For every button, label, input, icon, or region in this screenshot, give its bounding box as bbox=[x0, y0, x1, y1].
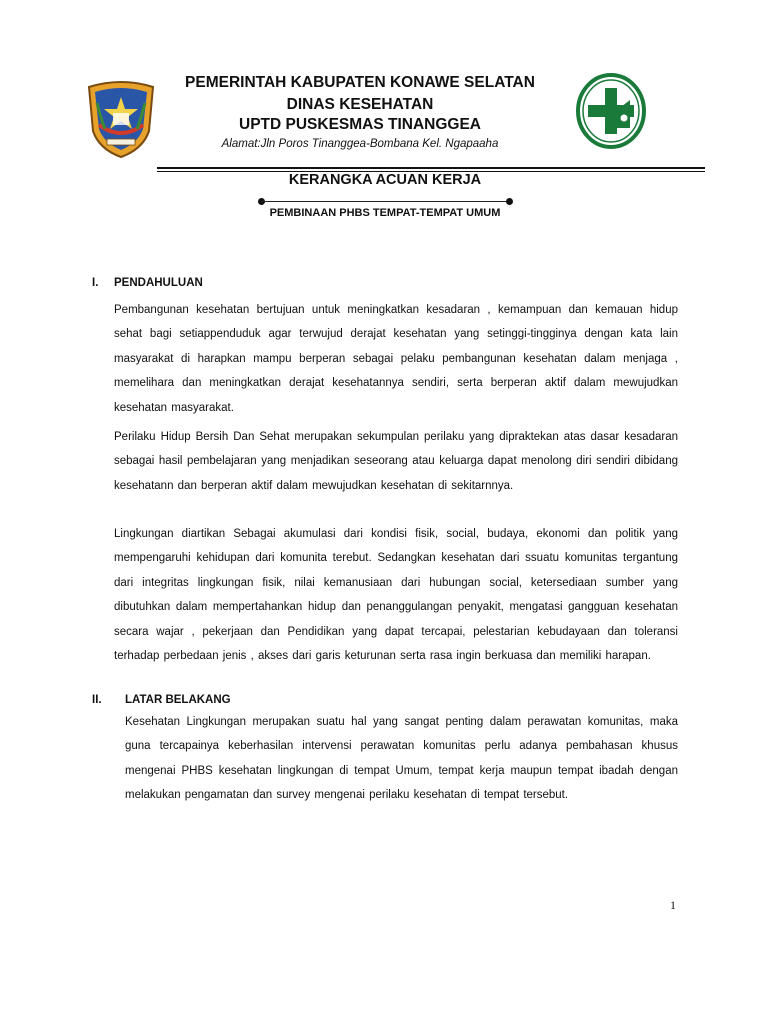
title-divider bbox=[261, 201, 509, 202]
regency-crest-icon bbox=[83, 79, 159, 159]
document-subtitle: PEMBINAAN PHBS TEMPAT-TEMPAT UMUM bbox=[269, 207, 501, 219]
paragraph: Perilaku Hidup Bersih Dan Sehat merupakan sekumpulan perilaku yang dipraktekan atas dasar kesadaran sebagai hasil pembelajaran yang menjadikan seseorang atau keluarga dapat menolong diri sendiri dibidang kesehatann dan berperan aktif dalam mewujudkan kesehatan di sekitarnnya. bbox=[114, 431, 678, 492]
divider-dot-right bbox=[506, 198, 513, 205]
header-rule-thick bbox=[157, 167, 705, 169]
section-number: II. bbox=[92, 694, 102, 706]
agency-name: PEMERINTAH KABUPATEN KONAWE SELATAN bbox=[185, 74, 535, 91]
department-name: DINAS KESEHATAN bbox=[286, 96, 434, 113]
document-title: KERANGKA ACUAN KERJA bbox=[288, 172, 482, 188]
page-number: 1 bbox=[670, 898, 676, 912]
address: Alamat:Jln Poros Tinanggea-Bombana Kel. Ngapaaha bbox=[221, 138, 499, 150]
paragraph: Pembangunan kesehatan bertujuan untuk meningkatkan kesadaran , kemampuan dan kemauan hidup sehat bagi setiappenduduk agar terwujud derajat kesehatan yang setinggi-tingginya dengan kata lain masyarakat di harapkan mampu berperan sebagai pelaku pembangunan kesehatan dalam menjaga , memelihara dan meningkatkan derajat kesehatannya sendiri, serta berperan aktif dalam mewujudkan kesehatan masyarakat. bbox=[114, 304, 678, 414]
section-title: LATAR BELAKANG bbox=[125, 694, 231, 706]
section-number: I. bbox=[92, 277, 99, 289]
unit-name: UPTD PUSKESMAS TINANGGEA bbox=[239, 116, 481, 133]
paragraph: Lingkungan diartikan Sebagai akumulasi dari kondisi fisik, social, budaya, ekonomi dan politik yang mempengaruhi kehidupan dari komunita terebut. Sedangkan kesehatan dari ssuatu komunitas tergantung dari integritas lingkungan fisik, nilai kemanusiaan dari hubungan social, ketersediaan sumber yang dibutuhkan dalam mempertahankan hidup dan penanggulangan penyakit, mengatasi gangguan kesehatan secara wajar , pekerjaan dan Pendidikan yang dapat tercapai, pelestarian kebudayaan dan toleransi terhadap perbedaan jenis , akses dari garis keturunan serta rasa ingin berkuasa dan memiliki harapan. bbox=[114, 528, 678, 663]
section-title: PENDAHULUAN bbox=[114, 277, 203, 289]
paragraph: Kesehatan Lingkungan merupakan suatu hal yang sangat penting dalam perawatan komunitas, maka guna tercapainya keberhasilan intervensi perawatan komunitas perlu adanya pembahasan khusus mengenai PHBS kesehatan lingkungan di tempat Umum, tempat kerja maupun tempat ibadah dengan melakukan pengamatan dan survey mengenai perilaku kesehatan di tempat tersebut. bbox=[125, 716, 678, 802]
puskesmas-logo-icon bbox=[574, 72, 648, 150]
